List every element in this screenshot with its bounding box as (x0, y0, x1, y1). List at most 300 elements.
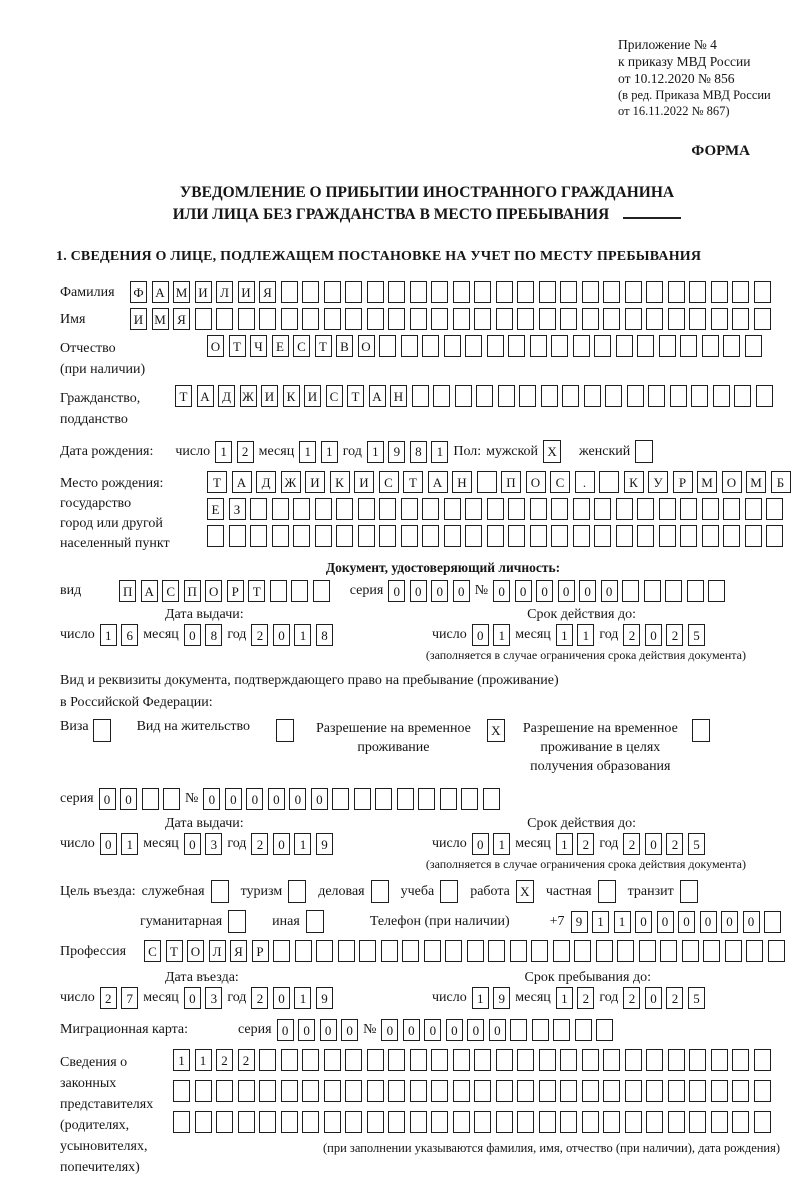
char-box[interactable]: А (152, 281, 169, 303)
char-box[interactable] (338, 940, 355, 962)
char-box[interactable] (461, 788, 478, 810)
char-box[interactable] (702, 525, 719, 547)
char-box[interactable] (238, 308, 255, 330)
char-box[interactable]: Д (218, 385, 235, 407)
char-box[interactable]: 0 (268, 788, 285, 810)
char-box[interactable] (345, 1111, 362, 1133)
char-box[interactable] (291, 580, 308, 602)
char-box[interactable]: Л (209, 940, 226, 962)
char-box[interactable]: Л (216, 281, 233, 303)
char-box[interactable]: Т (207, 471, 227, 493)
char-box[interactable]: А (428, 471, 448, 493)
char-box[interactable] (732, 1080, 749, 1102)
char-box[interactable]: 3 (205, 833, 222, 855)
char-box[interactable]: 0 (424, 1019, 441, 1041)
char-box[interactable]: 1 (121, 833, 138, 855)
char-box[interactable] (410, 281, 427, 303)
char-box[interactable] (682, 940, 699, 962)
char-box[interactable] (401, 525, 418, 547)
char-box[interactable] (746, 940, 763, 962)
char-box[interactable]: А (232, 471, 252, 493)
char-box[interactable]: 1 (215, 441, 232, 463)
char-box[interactable]: Т (347, 385, 364, 407)
char-box[interactable]: И (130, 308, 147, 330)
char-box[interactable] (573, 525, 590, 547)
char-box[interactable]: И (304, 385, 321, 407)
char-box[interactable]: К (330, 471, 350, 493)
edu-residence-checkbox[interactable] (692, 719, 710, 742)
char-box[interactable] (680, 525, 697, 547)
char-box[interactable] (315, 498, 332, 520)
char-box[interactable] (646, 308, 663, 330)
char-box[interactable] (444, 498, 461, 520)
char-box[interactable] (216, 1111, 233, 1133)
char-box[interactable]: 1 (294, 833, 311, 855)
char-box[interactable]: 0 (472, 624, 489, 646)
char-box[interactable] (474, 281, 491, 303)
char-box[interactable]: П (184, 580, 201, 602)
char-box[interactable] (639, 940, 656, 962)
char-box[interactable] (689, 1080, 706, 1102)
char-box[interactable] (510, 1019, 527, 1041)
char-box[interactable]: 1 (294, 987, 311, 1009)
char-box[interactable] (465, 525, 482, 547)
char-box[interactable] (431, 308, 448, 330)
char-box[interactable] (560, 281, 577, 303)
char-box[interactable] (487, 525, 504, 547)
char-box[interactable]: 0 (635, 911, 652, 933)
char-box[interactable]: 0 (410, 580, 427, 602)
char-box[interactable] (410, 1049, 427, 1071)
char-box[interactable] (173, 1080, 190, 1102)
char-box[interactable] (616, 525, 633, 547)
char-box[interactable]: 1 (195, 1049, 212, 1071)
sex-male-checkbox[interactable]: X (543, 440, 561, 463)
char-box[interactable]: 2 (666, 833, 683, 855)
char-box[interactable] (766, 498, 783, 520)
purpose-other-checkbox[interactable] (306, 910, 324, 933)
char-box[interactable]: 0 (225, 788, 242, 810)
char-box[interactable]: К (624, 471, 644, 493)
char-box[interactable] (195, 308, 212, 330)
char-box[interactable] (273, 940, 290, 962)
char-box[interactable] (367, 308, 384, 330)
char-box[interactable] (293, 525, 310, 547)
char-box[interactable]: 1 (321, 441, 338, 463)
char-box[interactable] (272, 498, 289, 520)
char-box[interactable] (637, 525, 654, 547)
char-box[interactable] (519, 385, 536, 407)
char-box[interactable] (496, 308, 513, 330)
char-box[interactable] (680, 335, 697, 357)
char-box[interactable] (388, 308, 405, 330)
char-box[interactable]: 7 (121, 987, 138, 1009)
char-box[interactable]: 0 (320, 1019, 337, 1041)
char-box[interactable] (379, 498, 396, 520)
char-box[interactable] (646, 1111, 663, 1133)
char-box[interactable]: 0 (388, 580, 405, 602)
char-box[interactable]: 0 (700, 911, 717, 933)
char-box[interactable] (605, 385, 622, 407)
char-box[interactable]: О (358, 335, 375, 357)
char-box[interactable] (336, 525, 353, 547)
char-box[interactable] (238, 1080, 255, 1102)
char-box[interactable] (517, 281, 534, 303)
char-box[interactable] (582, 1049, 599, 1071)
char-box[interactable] (517, 308, 534, 330)
char-box[interactable] (498, 385, 515, 407)
char-box[interactable] (367, 1111, 384, 1133)
char-box[interactable] (711, 281, 728, 303)
char-box[interactable]: 0 (273, 987, 290, 1009)
char-box[interactable]: И (305, 471, 325, 493)
char-box[interactable]: 1 (299, 441, 316, 463)
char-box[interactable] (440, 788, 457, 810)
char-box[interactable] (625, 308, 642, 330)
char-box[interactable]: Е (207, 498, 224, 520)
char-box[interactable] (433, 385, 450, 407)
char-box[interactable] (367, 1049, 384, 1071)
visa-checkbox[interactable] (93, 719, 111, 742)
char-box[interactable] (539, 1080, 556, 1102)
char-box[interactable] (575, 1019, 592, 1041)
char-box[interactable] (596, 1019, 613, 1041)
char-box[interactable] (259, 1049, 276, 1071)
char-box[interactable] (510, 940, 527, 962)
char-box[interactable]: 0 (289, 788, 306, 810)
char-box[interactable]: Т (403, 471, 423, 493)
char-box[interactable] (560, 308, 577, 330)
char-box[interactable] (302, 1049, 319, 1071)
char-box[interactable] (375, 788, 392, 810)
char-box[interactable] (691, 385, 708, 407)
char-box[interactable] (560, 1080, 577, 1102)
char-box[interactable]: В (336, 335, 353, 357)
char-box[interactable]: О (207, 335, 224, 357)
char-box[interactable] (723, 335, 740, 357)
char-box[interactable] (474, 1049, 491, 1071)
char-box[interactable] (455, 385, 472, 407)
char-box[interactable]: З (229, 498, 246, 520)
char-box[interactable] (689, 1049, 706, 1071)
char-box[interactable]: 9 (316, 987, 333, 1009)
purpose-work-checkbox[interactable]: X (516, 880, 534, 903)
char-box[interactable] (508, 525, 525, 547)
char-box[interactable]: 5 (688, 624, 705, 646)
char-box[interactable] (644, 580, 661, 602)
char-box[interactable]: Т (229, 335, 246, 357)
char-box[interactable] (229, 525, 246, 547)
char-box[interactable] (582, 1080, 599, 1102)
char-box[interactable] (467, 940, 484, 962)
char-box[interactable]: О (722, 471, 742, 493)
char-box[interactable]: 0 (277, 1019, 294, 1041)
char-box[interactable] (625, 281, 642, 303)
char-box[interactable] (281, 1111, 298, 1133)
char-box[interactable] (453, 1080, 470, 1102)
char-box[interactable]: С (293, 335, 310, 357)
char-box[interactable]: 0 (721, 911, 738, 933)
char-box[interactable]: 1 (294, 624, 311, 646)
char-box[interactable] (603, 1080, 620, 1102)
char-box[interactable]: 9 (388, 441, 405, 463)
char-box[interactable]: 2 (216, 1049, 233, 1071)
char-box[interactable]: Т (315, 335, 332, 357)
char-box[interactable] (659, 525, 676, 547)
char-box[interactable] (539, 1111, 556, 1133)
char-box[interactable] (259, 1111, 276, 1133)
char-box[interactable] (476, 385, 493, 407)
char-box[interactable] (725, 940, 742, 962)
char-box[interactable] (745, 498, 762, 520)
char-box[interactable] (668, 1111, 685, 1133)
char-box[interactable]: Д (256, 471, 276, 493)
char-box[interactable] (531, 940, 548, 962)
char-box[interactable] (488, 940, 505, 962)
purpose-study-checkbox[interactable] (440, 880, 458, 903)
char-box[interactable]: 2 (577, 987, 594, 1009)
char-box[interactable]: 0 (645, 833, 662, 855)
char-box[interactable] (768, 940, 785, 962)
char-box[interactable]: 0 (453, 580, 470, 602)
char-box[interactable] (388, 281, 405, 303)
char-box[interactable]: А (197, 385, 214, 407)
char-box[interactable]: 0 (184, 833, 201, 855)
char-box[interactable]: 0 (645, 624, 662, 646)
char-box[interactable]: И (238, 281, 255, 303)
char-box[interactable] (402, 940, 419, 962)
char-box[interactable] (637, 335, 654, 357)
char-box[interactable] (316, 940, 333, 962)
char-box[interactable]: Я (259, 281, 276, 303)
char-box[interactable] (668, 1049, 685, 1071)
char-box[interactable]: 2 (623, 987, 640, 1009)
char-box[interactable]: О (205, 580, 222, 602)
char-box[interactable]: П (501, 471, 521, 493)
char-box[interactable] (302, 1080, 319, 1102)
char-box[interactable] (573, 498, 590, 520)
purpose-business-checkbox[interactable] (371, 880, 389, 903)
char-box[interactable]: Я (230, 940, 247, 962)
char-box[interactable] (646, 1049, 663, 1071)
char-box[interactable]: 8 (205, 624, 222, 646)
char-box[interactable] (483, 788, 500, 810)
char-box[interactable]: С (379, 471, 399, 493)
char-box[interactable] (723, 525, 740, 547)
char-box[interactable] (324, 308, 341, 330)
char-box[interactable] (616, 335, 633, 357)
char-box[interactable] (689, 308, 706, 330)
char-box[interactable] (599, 471, 619, 493)
char-box[interactable] (711, 1111, 728, 1133)
char-box[interactable]: Ф (130, 281, 147, 303)
char-box[interactable] (723, 498, 740, 520)
char-box[interactable] (689, 1111, 706, 1133)
char-box[interactable]: У (648, 471, 668, 493)
char-box[interactable] (734, 385, 751, 407)
char-box[interactable] (315, 525, 332, 547)
char-box[interactable] (431, 1111, 448, 1133)
char-box[interactable] (560, 1111, 577, 1133)
char-box[interactable] (680, 498, 697, 520)
char-box[interactable]: 2 (251, 624, 268, 646)
char-box[interactable]: 0 (341, 1019, 358, 1041)
sex-female-checkbox[interactable] (635, 440, 653, 463)
char-box[interactable]: 0 (472, 833, 489, 855)
char-box[interactable] (660, 940, 677, 962)
char-box[interactable]: М (746, 471, 766, 493)
purpose-transit-checkbox[interactable] (680, 880, 698, 903)
char-box[interactable] (142, 788, 159, 810)
char-box[interactable]: 1 (556, 833, 573, 855)
char-box[interactable] (582, 1111, 599, 1133)
char-box[interactable]: 1 (367, 441, 384, 463)
char-box[interactable] (431, 1049, 448, 1071)
char-box[interactable]: М (173, 281, 190, 303)
char-box[interactable] (302, 281, 319, 303)
char-box[interactable] (465, 335, 482, 357)
char-box[interactable]: Ж (281, 471, 301, 493)
char-box[interactable]: 0 (678, 911, 695, 933)
char-box[interactable] (401, 335, 418, 357)
char-box[interactable] (424, 940, 441, 962)
char-box[interactable] (401, 498, 418, 520)
char-box[interactable]: 9 (493, 987, 510, 1009)
char-box[interactable] (530, 498, 547, 520)
char-box[interactable]: 2 (623, 624, 640, 646)
char-box[interactable]: 3 (205, 987, 222, 1009)
char-box[interactable] (594, 335, 611, 357)
char-box[interactable]: 0 (120, 788, 137, 810)
char-box[interactable]: 2 (666, 624, 683, 646)
char-box[interactable] (422, 525, 439, 547)
char-box[interactable] (508, 498, 525, 520)
char-box[interactable] (359, 940, 376, 962)
char-box[interactable] (756, 385, 773, 407)
char-box[interactable] (517, 1080, 534, 1102)
char-box[interactable] (324, 1080, 341, 1102)
char-box[interactable] (603, 1111, 620, 1133)
char-box[interactable]: Р (227, 580, 244, 602)
char-box[interactable] (324, 281, 341, 303)
char-box[interactable] (668, 281, 685, 303)
char-box[interactable] (562, 385, 579, 407)
char-box[interactable] (313, 580, 330, 602)
char-box[interactable] (431, 1080, 448, 1102)
char-box[interactable]: 5 (688, 833, 705, 855)
char-box[interactable]: 2 (666, 987, 683, 1009)
char-box[interactable]: С (144, 940, 161, 962)
char-box[interactable] (281, 308, 298, 330)
char-box[interactable] (388, 1049, 405, 1071)
char-box[interactable] (622, 580, 639, 602)
char-box[interactable] (397, 788, 414, 810)
char-box[interactable]: . (575, 471, 595, 493)
char-box[interactable]: 0 (273, 624, 290, 646)
char-box[interactable] (345, 281, 362, 303)
char-box[interactable] (336, 498, 353, 520)
char-box[interactable] (388, 1080, 405, 1102)
char-box[interactable]: 0 (489, 1019, 506, 1041)
char-box[interactable] (754, 281, 771, 303)
char-box[interactable]: 1 (556, 987, 573, 1009)
char-box[interactable] (270, 580, 287, 602)
char-box[interactable]: Т (248, 580, 265, 602)
char-box[interactable] (195, 1080, 212, 1102)
char-box[interactable]: Б (771, 471, 791, 493)
char-box[interactable] (627, 385, 644, 407)
char-box[interactable] (551, 335, 568, 357)
char-box[interactable] (668, 1080, 685, 1102)
char-box[interactable] (345, 1049, 362, 1071)
char-box[interactable] (541, 385, 558, 407)
char-box[interactable]: 8 (410, 441, 427, 463)
char-box[interactable] (711, 308, 728, 330)
char-box[interactable]: 1 (472, 987, 489, 1009)
char-box[interactable]: 0 (536, 580, 553, 602)
char-box[interactable]: Е (272, 335, 289, 357)
char-box[interactable]: 0 (311, 788, 328, 810)
char-box[interactable]: 0 (203, 788, 220, 810)
char-box[interactable]: 0 (579, 580, 596, 602)
char-box[interactable] (665, 580, 682, 602)
char-box[interactable] (713, 385, 730, 407)
char-box[interactable]: 0 (645, 987, 662, 1009)
char-box[interactable] (594, 498, 611, 520)
char-box[interactable] (754, 1049, 771, 1071)
char-box[interactable]: 2 (623, 833, 640, 855)
char-box[interactable]: М (152, 308, 169, 330)
char-box[interactable] (766, 525, 783, 547)
char-box[interactable]: 1 (431, 441, 448, 463)
char-box[interactable] (410, 308, 427, 330)
char-box[interactable] (281, 1049, 298, 1071)
char-box[interactable] (603, 308, 620, 330)
char-box[interactable]: 0 (184, 624, 201, 646)
char-box[interactable] (453, 308, 470, 330)
purpose-official-checkbox[interactable] (211, 880, 229, 903)
char-box[interactable]: Т (166, 940, 183, 962)
char-box[interactable] (418, 788, 435, 810)
char-box[interactable] (250, 498, 267, 520)
char-box[interactable] (453, 1111, 470, 1133)
char-box[interactable]: 9 (571, 911, 588, 933)
char-box[interactable]: П (119, 580, 136, 602)
char-box[interactable]: 1 (100, 624, 117, 646)
char-box[interactable] (625, 1111, 642, 1133)
char-box[interactable] (431, 281, 448, 303)
char-box[interactable]: 1 (614, 911, 631, 933)
char-box[interactable] (551, 498, 568, 520)
char-box[interactable]: О (526, 471, 546, 493)
char-box[interactable] (745, 525, 762, 547)
char-box[interactable] (324, 1111, 341, 1133)
char-box[interactable]: 9 (316, 833, 333, 855)
char-box[interactable] (422, 335, 439, 357)
char-box[interactable] (689, 281, 706, 303)
char-box[interactable]: 2 (251, 987, 268, 1009)
char-box[interactable] (560, 1049, 577, 1071)
char-box[interactable] (670, 385, 687, 407)
char-box[interactable]: 0 (558, 580, 575, 602)
char-box[interactable]: 0 (298, 1019, 315, 1041)
char-box[interactable]: М (697, 471, 717, 493)
char-box[interactable] (625, 1080, 642, 1102)
char-box[interactable]: 2 (251, 833, 268, 855)
char-box[interactable]: И (261, 385, 278, 407)
char-box[interactable]: 2 (577, 833, 594, 855)
char-box[interactable] (259, 308, 276, 330)
